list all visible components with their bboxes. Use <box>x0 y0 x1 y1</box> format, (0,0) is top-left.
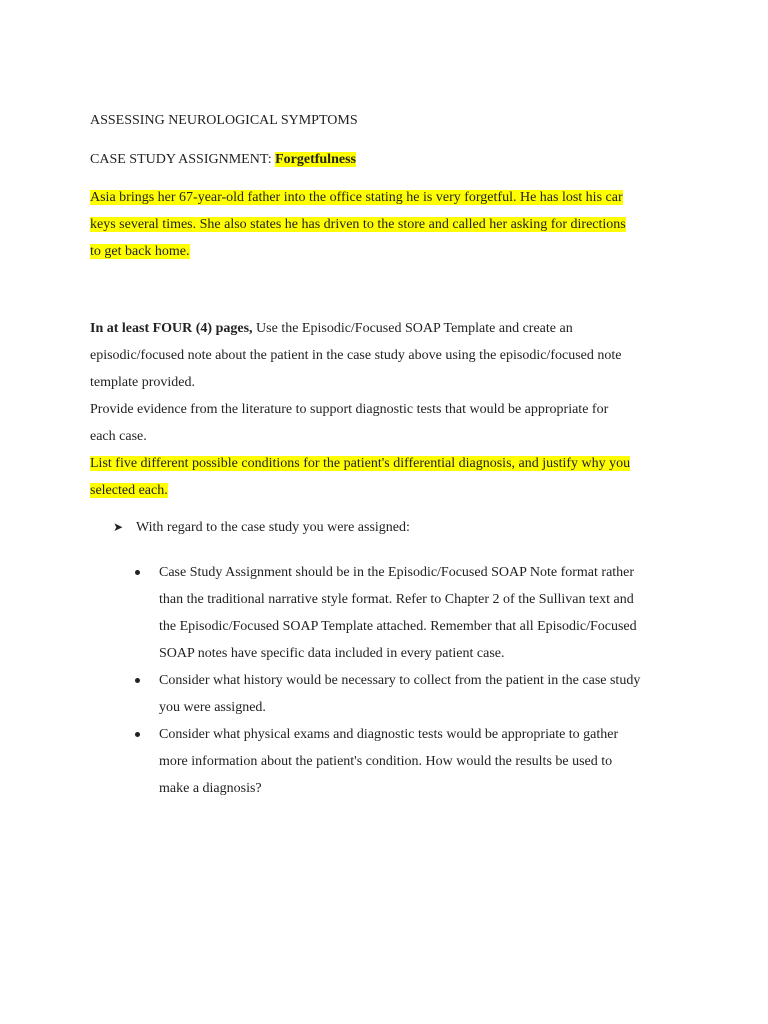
instructions-bold-lead: In at least FOUR (4) pages, <box>90 321 253 336</box>
subtitle-prefix: CASE STUDY ASSIGNMENT: <box>90 152 276 167</box>
bullet-line: SOAP notes have specific data included in every patient case. <box>159 646 505 661</box>
bullet-item <box>135 667 695 721</box>
case-line: Asia brings her 67-year-old father into the office stating he is very forgetful. He has lost his car <box>90 190 623 205</box>
bullet-line: you were assigned. <box>159 700 266 715</box>
round-bullet-icon <box>135 678 140 683</box>
bullet-line: more information about the patient's condition. How would the results be used to <box>159 754 613 769</box>
differential-line: List five different possible conditions for the patient's differential diagnosis, and justify why you <box>90 456 631 471</box>
arrowhead-bullet-icon: ➤ <box>113 520 124 534</box>
assignment-subtitle <box>90 151 356 169</box>
bullet-line: Consider what physical exams and diagnostic tests would be appropriate to gather <box>159 727 619 742</box>
instructions-block <box>90 315 680 504</box>
bullet-item <box>135 721 695 802</box>
subtitle-topic-highlight: Forgetfulness <box>275 152 356 167</box>
requirements-bullet-list <box>135 559 695 802</box>
bullet-line: Consider what history would be necessary to collect from the patient in the case study <box>159 673 641 688</box>
round-bullet-icon <box>135 732 140 737</box>
evidence-line: Provide evidence from the literature to support diagnostic tests that would be appropriate for <box>90 402 609 417</box>
case-description <box>90 184 680 265</box>
case-line: keys several times. She also states he has driven to the store and called her asking for directions <box>90 217 626 232</box>
bullet-line: than the traditional narrative style format. Refer to Chapter 2 of the Sullivan text and <box>159 592 634 607</box>
bullet-item <box>135 559 695 667</box>
bullet-line: make a diagnosis? <box>159 781 262 796</box>
instructions-line: episodic/focused note about the patient in the case study above using the episodic/focused note <box>90 348 622 363</box>
bullet-line: the Episodic/Focused SOAP Template attached. Remember that all Episodic/Focused <box>159 619 637 634</box>
round-bullet-icon <box>135 570 140 575</box>
document-title: ASSESSING NEUROLOGICAL SYMPTOMS <box>90 113 358 128</box>
differential-line: selected each. <box>90 483 168 498</box>
bullet-line: Case Study Assignment should be in the Episodic/Focused SOAP Note format rather <box>159 565 635 580</box>
arrow-item-text: With regard to the case study you were assigned: <box>136 520 410 535</box>
instructions-line: Use the Episodic/Focused SOAP Template and create an <box>252 321 573 336</box>
arrow-list-item <box>113 514 410 541</box>
evidence-line: each case. <box>90 429 147 444</box>
instructions-line: template provided. <box>90 375 195 390</box>
case-line: to get back home. <box>90 244 190 259</box>
